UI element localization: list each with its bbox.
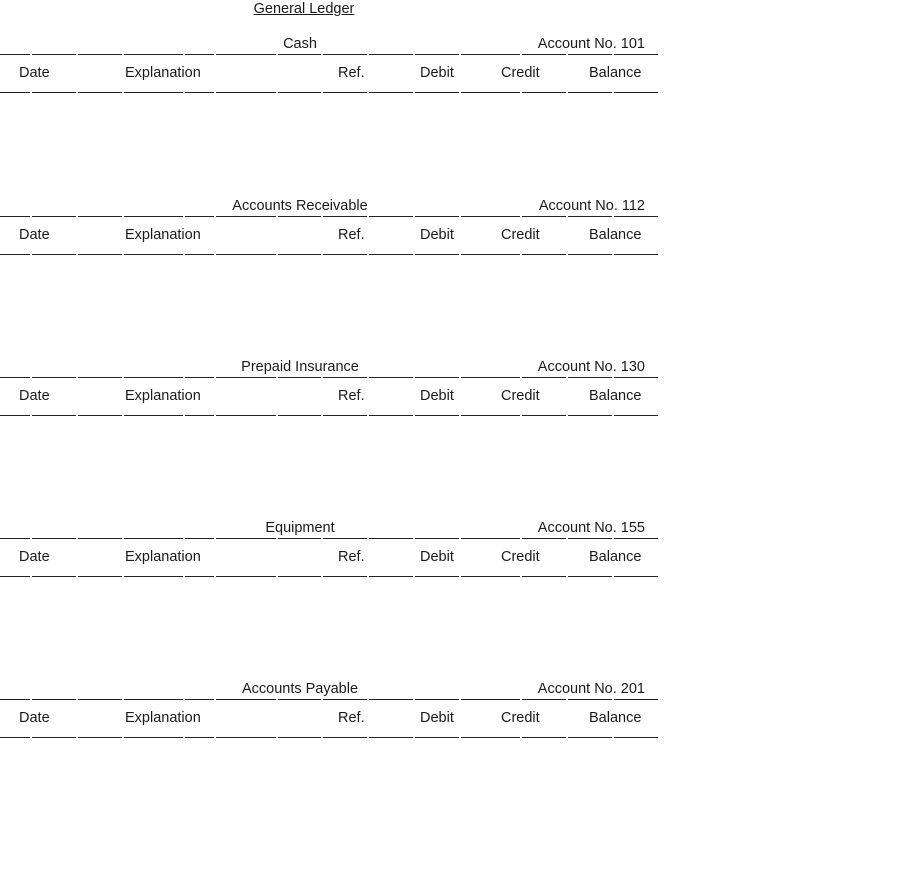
grid-gap-mark — [276, 537, 278, 539]
ledger-account-cash — [0, 35, 658, 97]
grid-gap-mark — [30, 215, 32, 217]
grid-gap-mark — [214, 91, 216, 93]
grid-gap-mark — [566, 736, 568, 738]
account-name: Equipment — [265, 520, 335, 536]
column-header-credit: Credit — [501, 710, 540, 726]
ledger-account-prepaid-insurance — [0, 358, 658, 420]
grid-gap-mark — [122, 736, 124, 738]
grid-gap-mark — [566, 376, 568, 378]
grid-gap-mark — [30, 53, 32, 55]
column-header-balance: Balance — [589, 549, 642, 565]
grid-gap-mark — [321, 53, 323, 55]
grid-gap-mark — [413, 575, 415, 577]
ledger-account-accounts-receivable — [0, 197, 658, 259]
grid-gap-mark — [122, 414, 124, 416]
column-header-explanation: Explanation — [125, 65, 201, 81]
grid-gap-mark — [367, 91, 369, 93]
grid-gap-mark — [321, 91, 323, 93]
grid-gap-mark — [276, 53, 278, 55]
grid-gap-mark — [276, 376, 278, 378]
grid-gap-mark — [367, 376, 369, 378]
grid-gap-mark — [413, 376, 415, 378]
grid-gap-mark — [566, 414, 568, 416]
header-top-rule — [0, 377, 658, 378]
column-header-date: Date — [19, 549, 50, 565]
grid-gap-mark — [76, 253, 78, 255]
grid-gap-mark — [612, 736, 614, 738]
grid-gap-mark — [321, 698, 323, 700]
grid-gap-mark — [413, 698, 415, 700]
grid-gap-mark — [30, 698, 32, 700]
grid-gap-mark — [520, 698, 522, 700]
grid-gap-mark — [276, 736, 278, 738]
grid-gap-mark — [276, 575, 278, 577]
account-number: Account No. 112 — [538, 198, 645, 214]
grid-gap-mark — [367, 537, 369, 539]
grid-gap-mark — [413, 736, 415, 738]
grid-gap-mark — [276, 91, 278, 93]
grid-gap-mark — [459, 253, 461, 255]
grid-gap-mark — [321, 537, 323, 539]
column-header-date: Date — [19, 65, 50, 81]
column-header-explanation: Explanation — [125, 388, 201, 404]
column-header-credit: Credit — [501, 65, 540, 81]
grid-gap-mark — [76, 215, 78, 217]
grid-gap-mark — [321, 736, 323, 738]
grid-gap-mark — [612, 414, 614, 416]
grid-gap-mark — [520, 414, 522, 416]
grid-gap-mark — [612, 575, 614, 577]
grid-gap-mark — [413, 91, 415, 93]
grid-gap-mark — [183, 736, 185, 738]
header-top-rule — [0, 54, 658, 55]
grid-gap-mark — [122, 253, 124, 255]
grid-gap-mark — [520, 736, 522, 738]
grid-gap-mark — [30, 91, 32, 93]
grid-gap-mark — [413, 53, 415, 55]
column-header-ref: Ref. — [338, 388, 365, 404]
header-bottom-rule — [0, 92, 658, 93]
grid-gap-mark — [183, 537, 185, 539]
grid-gap-mark — [520, 376, 522, 378]
column-header-balance: Balance — [589, 227, 642, 243]
grid-gap-mark — [76, 53, 78, 55]
grid-gap-mark — [30, 537, 32, 539]
grid-gap-mark — [413, 537, 415, 539]
account-name: Accounts Receivable — [232, 198, 368, 214]
column-header-explanation: Explanation — [125, 710, 201, 726]
grid-gap-mark — [214, 575, 216, 577]
grid-gap-mark — [214, 253, 216, 255]
grid-gap-mark — [183, 253, 185, 255]
grid-gap-mark — [459, 736, 461, 738]
grid-gap-mark — [183, 215, 185, 217]
grid-gap-mark — [183, 575, 185, 577]
grid-gap-mark — [76, 736, 78, 738]
grid-gap-mark — [367, 414, 369, 416]
grid-gap-mark — [612, 376, 614, 378]
account-number: Account No. 101 — [537, 36, 645, 52]
grid-gap-mark — [566, 215, 568, 217]
grid-gap-mark — [321, 575, 323, 577]
grid-gap-mark — [612, 253, 614, 255]
grid-gap-mark — [183, 91, 185, 93]
grid-gap-mark — [566, 698, 568, 700]
header-bottom-rule — [0, 415, 658, 416]
grid-gap-mark — [321, 253, 323, 255]
column-header-debit: Debit — [420, 65, 454, 81]
header-bottom-rule — [0, 737, 658, 738]
grid-gap-mark — [76, 537, 78, 539]
grid-gap-mark — [459, 698, 461, 700]
grid-gap-mark — [459, 537, 461, 539]
grid-gap-mark — [122, 575, 124, 577]
column-header-date: Date — [19, 227, 50, 243]
grid-gap-mark — [276, 414, 278, 416]
grid-gap-mark — [76, 698, 78, 700]
grid-gap-mark — [183, 698, 185, 700]
grid-gap-mark — [367, 53, 369, 55]
grid-gap-mark — [183, 376, 185, 378]
grid-gap-mark — [459, 376, 461, 378]
column-header-balance: Balance — [589, 710, 642, 726]
grid-gap-mark — [413, 414, 415, 416]
grid-gap-mark — [76, 91, 78, 93]
grid-gap-mark — [183, 53, 185, 55]
grid-gap-mark — [520, 215, 522, 217]
grid-gap-mark — [367, 253, 369, 255]
grid-gap-mark — [612, 215, 614, 217]
grid-gap-mark — [520, 91, 522, 93]
column-header-debit: Debit — [420, 227, 454, 243]
grid-gap-mark — [76, 414, 78, 416]
grid-gap-mark — [459, 215, 461, 217]
grid-gap-mark — [566, 91, 568, 93]
column-header-explanation: Explanation — [125, 549, 201, 565]
column-header-ref: Ref. — [338, 710, 365, 726]
grid-gap-mark — [520, 575, 522, 577]
column-header-balance: Balance — [589, 388, 642, 404]
header-top-rule — [0, 216, 658, 217]
column-header-credit: Credit — [501, 227, 540, 243]
grid-gap-mark — [122, 53, 124, 55]
grid-gap-mark — [520, 53, 522, 55]
grid-gap-mark — [214, 376, 216, 378]
account-name: Cash — [283, 36, 317, 52]
grid-gap-mark — [214, 537, 216, 539]
grid-gap-mark — [321, 376, 323, 378]
grid-gap-mark — [566, 575, 568, 577]
ledger-account-accounts-payable — [0, 680, 658, 742]
page-title: General Ledger — [253, 1, 355, 17]
grid-gap-mark — [612, 537, 614, 539]
grid-gap-mark — [566, 537, 568, 539]
grid-gap-mark — [367, 736, 369, 738]
grid-gap-mark — [214, 414, 216, 416]
grid-gap-mark — [30, 414, 32, 416]
grid-gap-mark — [566, 53, 568, 55]
header-bottom-rule — [0, 254, 658, 255]
column-header-ref: Ref. — [338, 227, 365, 243]
grid-gap-mark — [459, 414, 461, 416]
grid-gap-mark — [321, 215, 323, 217]
column-header-credit: Credit — [501, 549, 540, 565]
column-header-ref: Ref. — [338, 549, 365, 565]
column-header-ref: Ref. — [338, 65, 365, 81]
header-top-rule — [0, 538, 658, 539]
column-header-date: Date — [19, 388, 50, 404]
account-number: Account No. 201 — [537, 681, 645, 697]
grid-gap-mark — [413, 215, 415, 217]
grid-gap-mark — [520, 537, 522, 539]
account-name: Prepaid Insurance — [241, 359, 359, 375]
grid-gap-mark — [214, 698, 216, 700]
grid-gap-mark — [276, 698, 278, 700]
header-top-rule — [0, 699, 658, 700]
grid-gap-mark — [367, 215, 369, 217]
grid-gap-mark — [413, 253, 415, 255]
grid-gap-mark — [122, 91, 124, 93]
grid-gap-mark — [30, 736, 32, 738]
grid-gap-mark — [122, 215, 124, 217]
grid-gap-mark — [276, 253, 278, 255]
column-header-balance: Balance — [589, 65, 642, 81]
grid-gap-mark — [30, 253, 32, 255]
account-number: Account No. 155 — [537, 520, 645, 536]
column-header-debit: Debit — [420, 710, 454, 726]
grid-gap-mark — [183, 414, 185, 416]
grid-gap-mark — [214, 215, 216, 217]
ledger-account-equipment — [0, 519, 658, 581]
grid-gap-mark — [459, 91, 461, 93]
grid-gap-mark — [612, 698, 614, 700]
grid-gap-mark — [122, 698, 124, 700]
column-header-explanation: Explanation — [125, 227, 201, 243]
column-header-date: Date — [19, 710, 50, 726]
grid-gap-mark — [214, 53, 216, 55]
grid-gap-mark — [214, 736, 216, 738]
grid-gap-mark — [76, 575, 78, 577]
grid-gap-mark — [367, 575, 369, 577]
grid-gap-mark — [459, 53, 461, 55]
grid-gap-mark — [276, 215, 278, 217]
grid-gap-mark — [520, 253, 522, 255]
header-bottom-rule — [0, 576, 658, 577]
grid-gap-mark — [459, 575, 461, 577]
grid-gap-mark — [30, 376, 32, 378]
grid-gap-mark — [76, 376, 78, 378]
grid-gap-mark — [122, 376, 124, 378]
grid-gap-mark — [30, 575, 32, 577]
account-number: Account No. 130 — [537, 359, 645, 375]
grid-gap-mark — [122, 537, 124, 539]
account-name: Accounts Payable — [241, 681, 359, 697]
column-header-debit: Debit — [420, 388, 454, 404]
grid-gap-mark — [612, 53, 614, 55]
column-header-debit: Debit — [420, 549, 454, 565]
column-header-credit: Credit — [501, 388, 540, 404]
grid-gap-mark — [367, 698, 369, 700]
grid-gap-mark — [321, 414, 323, 416]
grid-gap-mark — [566, 253, 568, 255]
grid-gap-mark — [612, 91, 614, 93]
